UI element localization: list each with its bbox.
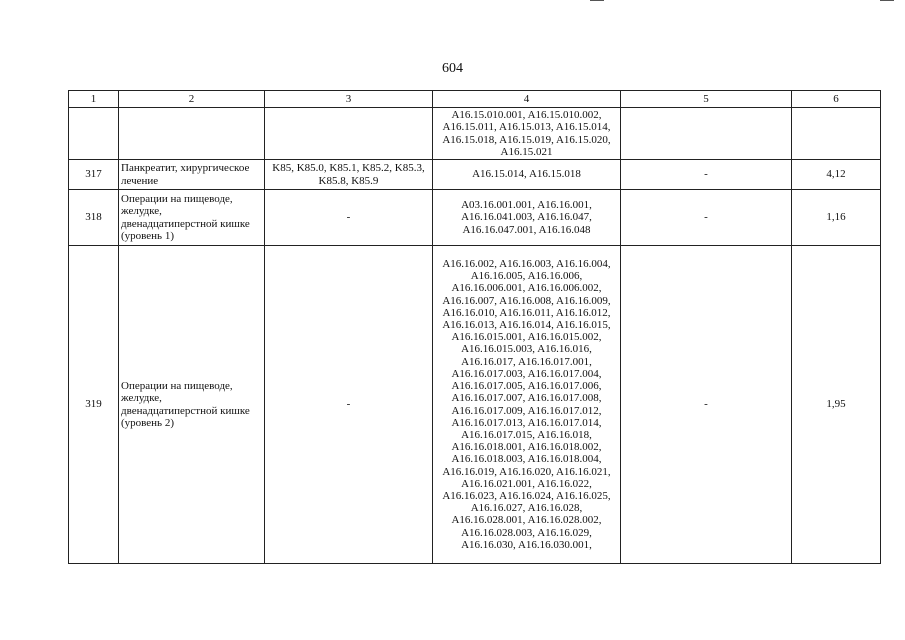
table-row: [69, 246, 881, 564]
column-header: 3: [265, 91, 433, 108]
group-name: [119, 190, 265, 246]
service-code-line: A16.16.028.001, A16.16.028.002,: [451, 514, 602, 527]
group-name-line: (уровень 2): [121, 416, 174, 429]
service-code-line: A16.16.015.003, A16.16.016,: [461, 343, 592, 356]
service-code-line: A16.16.015.001, A16.16.015.002,: [451, 331, 602, 344]
group-name-line: желудке,: [121, 205, 162, 218]
service-codes: [433, 190, 621, 246]
service-code-line: A16.16.017, A16.16.017.001,: [461, 355, 592, 368]
service-code-line: A03.16.001.001, A16.16.001,: [461, 199, 592, 212]
group-name-line: двенадцатиперстной кишке: [121, 404, 250, 417]
row-number: 319: [69, 246, 119, 564]
service-code-line: A16.16.018.001, A16.16.018.002,: [451, 441, 602, 454]
group-name-line: лечение: [121, 174, 159, 187]
service-codes: [433, 246, 621, 564]
group-name-line: Операции на пищеводе,: [121, 193, 233, 206]
coefficient: 1,16: [792, 190, 881, 246]
service-code-line: A16.16.017.009, A16.16.017.012,: [451, 404, 602, 417]
service-code-line: A16.16.047.001, A16.16.048: [462, 223, 591, 236]
column-header: 6: [792, 91, 881, 108]
service-code-line: A16.16.010, A16.16.011, A16.16.012,: [442, 306, 611, 319]
group-name-line: двенадцатиперстной кишке: [121, 217, 250, 230]
service-code-line: A16.16.021.001, A16.16.022,: [461, 477, 592, 490]
column-header: 2: [119, 91, 265, 108]
diagnosis-code-line: K85, K85.0, K85.1, K85.2, K85.3,: [272, 162, 425, 175]
service-code-line: A16.15.014, A16.15.018: [472, 168, 581, 181]
service-code-line: A16.15.018, A16.15.019, A16.15.020,: [442, 133, 611, 146]
service-code-line: A16.16.017.003, A16.16.017.004,: [451, 367, 602, 380]
table-row: [69, 160, 881, 190]
row-number: 318: [69, 190, 119, 246]
diagnosis-codes: [265, 246, 433, 564]
diagnosis-code-line: -: [346, 398, 351, 411]
diagnosis-codes: [265, 160, 433, 190]
service-code-line: A16.15.010.001, A16.15.010.002,: [451, 109, 602, 122]
table-row: [69, 190, 881, 246]
table-row: [69, 108, 881, 160]
service-codes: [433, 108, 621, 160]
coefficient: 1,95: [792, 246, 881, 564]
service-code-line: A16.16.028.003, A16.16.029,: [461, 526, 592, 539]
service-code-line: A16.16.017.015, A16.16.018,: [461, 428, 592, 441]
service-code-line: A16.16.017.005, A16.16.017.006,: [451, 380, 602, 393]
diagnosis-codes: [265, 190, 433, 246]
coefficient: [792, 108, 881, 160]
page-number: 604: [442, 61, 463, 76]
service-code-line: A16.16.030, A16.16.030.001,: [461, 538, 592, 551]
group-name-line: Операции на пищеводе,: [121, 380, 233, 393]
group-name-line: желудке,: [121, 392, 162, 405]
service-code-line: A16.16.017.013, A16.16.017.014,: [451, 416, 602, 429]
group-name: [119, 160, 265, 190]
column-header: 5: [621, 91, 792, 108]
service-code-line: A16.16.018.003, A16.16.018.004,: [451, 453, 602, 466]
service-code-line: A16.16.019, A16.16.020, A16.16.021,: [442, 465, 611, 478]
group-name: [119, 108, 265, 160]
column-5-value: [621, 108, 792, 160]
scan-mark: [590, 0, 604, 1]
service-code-line: A16.16.023, A16.16.024, A16.16.025,: [442, 489, 611, 502]
row-number: 317: [69, 160, 119, 190]
service-code-line: A16.16.005, A16.16.006,: [470, 270, 583, 283]
diagnosis-codes: [265, 108, 433, 160]
column-5-value: -: [621, 190, 792, 246]
service-code-line: A16.16.007, A16.16.008, A16.16.009,: [442, 294, 611, 307]
column-5-value: -: [621, 160, 792, 190]
row-number: [69, 108, 119, 160]
diagnosis-code-line: K85.8, K85.9: [318, 174, 379, 187]
group-name-line: Панкреатит, хирургическое: [121, 162, 250, 175]
service-code-line: A16.16.027, A16.16.028,: [470, 502, 583, 515]
service-code-line: A16.16.041.003, A16.16.047,: [461, 211, 592, 224]
column-5-value: -: [621, 246, 792, 564]
service-code-line: A16.15.011, A16.15.013, A16.15.014,: [442, 121, 611, 134]
service-code-line: A16.15.021: [500, 145, 553, 158]
diagnosis-code-line: -: [346, 211, 351, 224]
service-code-line: A16.16.013, A16.16.014, A16.16.015,: [442, 319, 611, 332]
column-header: 1: [69, 91, 119, 108]
service-code-line: A16.16.002, A16.16.003, A16.16.004,: [442, 258, 611, 271]
service-code-line: A16.16.017.007, A16.16.017.008,: [451, 392, 602, 405]
tariff-table: [68, 90, 881, 564]
group-name-line: (уровень 1): [121, 229, 174, 242]
column-header: 4: [433, 91, 621, 108]
column-header-row: [69, 91, 881, 108]
group-name: [119, 246, 265, 564]
service-code-line: A16.16.006.001, A16.16.006.002,: [451, 282, 602, 295]
scan-mark: [880, 0, 894, 1]
coefficient: 4,12: [792, 160, 881, 190]
service-codes: [433, 160, 621, 190]
